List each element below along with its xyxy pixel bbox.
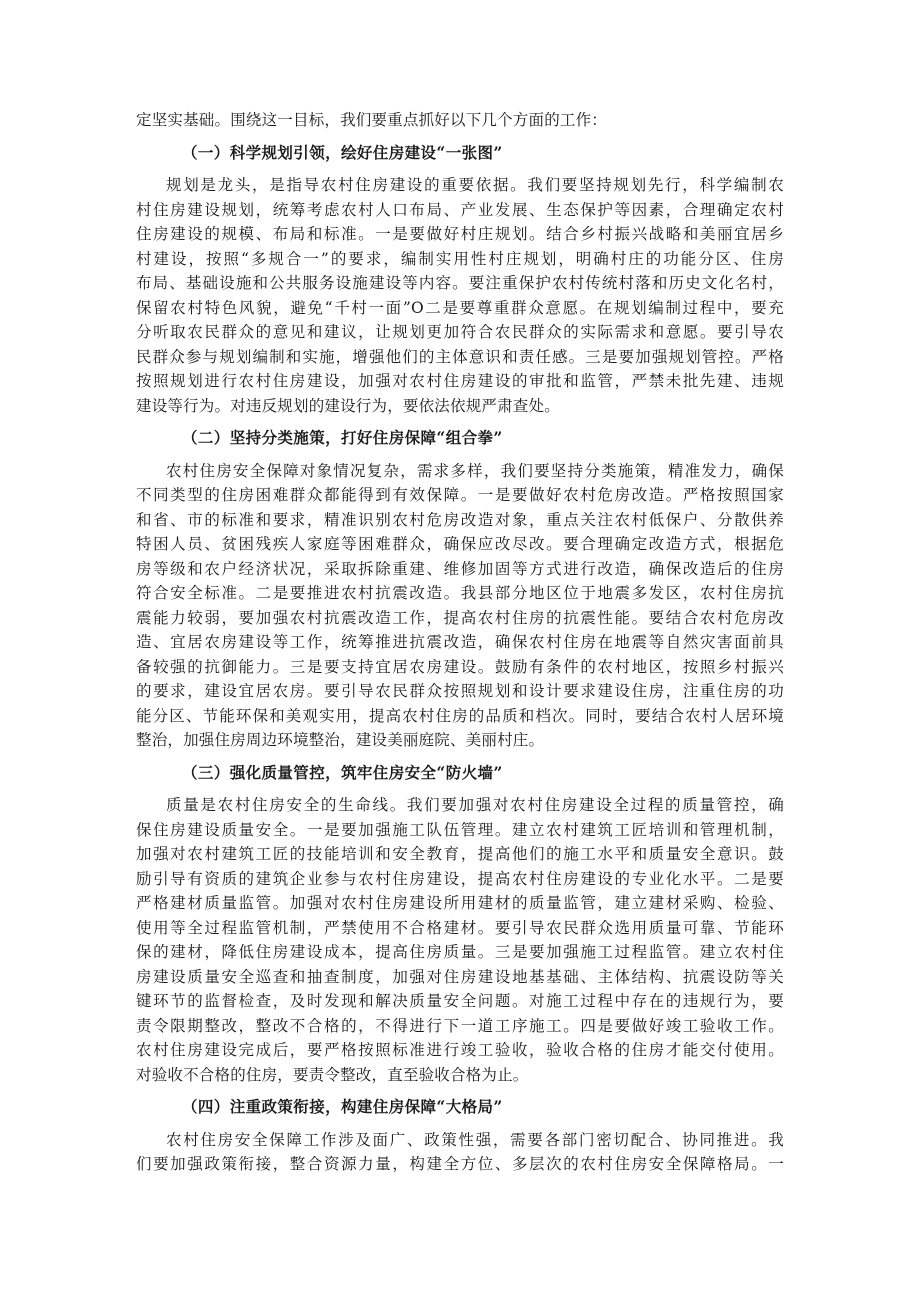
body-line: 的要求，建设宜居农房。要引导农民群众按照规划和设计要求建设住房，注重住房的功 [136, 682, 784, 700]
section-heading-4: （四）注重政策衔接，构建住房保障“大格局” [182, 1097, 503, 1116]
body-line: 励引导有资质的建筑企业参与农村住房建设，提高农村住房建设的专业化水平。二是要 [136, 869, 784, 888]
body-line: 们要加强政策衔接，整合资源力量，构建全方位、多层次的农村住房安全保障格局。一 [136, 1155, 784, 1173]
body-line: 规划是龙头，是指导农村住房建设的重要依据。我们要坚持规划先行，科学编制农 [166, 176, 784, 194]
body-line: 房等级和农户经济状况，采取拆除重建、维修加固等方式进行改造，确保改造后的住房 [136, 559, 784, 578]
body-line: 符合安全标准。二是要推进农村抗震改造。我县部分地区位于地震多发区，农村住房抗 [136, 584, 784, 602]
body-line: 备较强的抗御能力。三是要支持宜居农房建设。鼓励有条件的农村地区，按照乡村振兴 [136, 657, 784, 676]
body-line: 民群众参与规划编制和实施，增强他们的主体意识和责任感。三是要加强规划管控。严格 [136, 347, 784, 366]
body-line: 加强对农村建筑工匠的技能培训和安全教育，提高他们的施工水平和质量安全意识。鼓 [136, 845, 784, 863]
body-line: 布局、基础设施和公共服务设施建设等内容。要注重保护农村传统村落和历史文化名村， [136, 274, 784, 292]
body-line: 分听取农民群众的意见和建议，让规划更加符合农民群众的实际需求和意愿。要引导农 [136, 323, 784, 341]
body-line: 整治，加强住房周边环境整治，建设美丽庭院、美丽村庄。 [136, 731, 545, 749]
body-line: 造、宜居农房建设等工作，统筹推进抗震改造，确保农村住房在地震等自然灾害面前具 [136, 633, 784, 651]
body-line: 不同类型的住房困难群众都能得到有效保障。一是要做好农村危房改造。严格按照国家 [136, 486, 784, 504]
body-line: 农村住房建设完成后，要严格按照标准进行竣工验收，验收合格的住房才能交付使用。 [136, 1041, 784, 1059]
body-line: 和省、市的标准和要求，精准识别农村危房改造对象，重点关注农村低保户、分散供养 [136, 510, 784, 529]
body-line: 农村住房安全保障对象情况复杂，需求多样，我们要坚持分类施策，精准发力，确保 [166, 461, 784, 480]
section-body-2 [136, 459, 784, 753]
body-line: 房建设质量安全巡查和抽查制度，加强对住房建设地基基础、主体结构、抗震设防等关 [136, 967, 784, 986]
body-line: 保留农村特色风貌，避免“千村一面”O二是要尊重群众意愿。在规划编制过程中，要充 [136, 298, 784, 317]
body-line: 保住房建设质量安全。一是要加强施工队伍管理。建立农村建筑工匠培训和管理机制， [136, 820, 784, 839]
body-line: 责令限期整改，整改不合格的，不得进行下一道工序施工。四是要做好竣工验收工作。 [136, 1016, 784, 1035]
body-line: 能分区、节能环保和美观实用，提高农村住房的品质和档次。同时，要结合农村人居环境 [136, 706, 784, 725]
body-line: 使用等全过程监管机制，严禁使用不合格建材。要引导农民群众选用质量可靠、节能环 [136, 918, 784, 937]
section-heading-2: （二）坚持分类施策，打好住房保障“组合拳” [182, 428, 503, 447]
body-line: 村建设，按照“多规合一”的要求，编制实用性村庄规划，明确村庄的功能分区、住房 [136, 249, 784, 268]
section-body-3 [136, 793, 784, 1087]
body-line: 村住房建设规划，统筹考虑农村人口布局、产业发展、生态保护等因素，合理确定农村 [136, 200, 784, 219]
body-line: 按照规划进行农村住房建设，加强对农村住房建设的审批和监管，严禁未批先建、违规 [136, 372, 784, 390]
section-body-1 [136, 173, 784, 418]
body-line: 质量是农村住房安全的生命线。我们要加强对农村住房建设全过程的质量管控，确 [166, 796, 784, 814]
section-heading-1: （一）科学规划引领，绘好住房建设“一张图” [182, 142, 503, 162]
body-line: 严格建材质量监管。加强对农村住房建设所用建材的质量监管，建立建材采购、检验、 [136, 894, 784, 912]
body-line: 对验收不合格的住房，要责令整改，直至验收合格为止。 [136, 1065, 529, 1084]
section-body-4 [136, 1128, 784, 1177]
section-heading-3: （三）强化质量管控，筑牢住房安全“防火墙” [182, 762, 503, 782]
body-line: 特困人员、贫困残疾人家庭等困难群众，确保应改尽改。要合理确定改造方式，根据危 [136, 535, 784, 553]
body-line: 农村住房安全保障工作涉及面广、政策性强，需要各部门密切配合、协同推进。我 [166, 1130, 784, 1149]
body-line: 震能力较弱，要加强农村抗震改造工作，提高农村住房的抗震性能。要结合农村危房改 [136, 608, 784, 627]
document-page [136, 108, 784, 1177]
body-line: 键环节的监督检查，及时发现和解决质量安全问题。对施工过程中存在的违规行为，要 [136, 992, 784, 1010]
body-line: 住房建设的规模、布局和标准。一是要做好村庄规划。结合乡村振兴战略和美丽宜居乡 [136, 225, 784, 243]
body-line: 建设等行为。对违反规划的建设行为，要依法依规严肃查处。 [136, 396, 560, 415]
lead-line: 定坚实基础。围绕这一目标，我们要重点抓好以下几个方面的工作： [136, 111, 608, 129]
body-line: 保的建材，降低住房建设成本，提高住房质量。三是要加强施工过程监管。建立农村住 [136, 943, 784, 961]
